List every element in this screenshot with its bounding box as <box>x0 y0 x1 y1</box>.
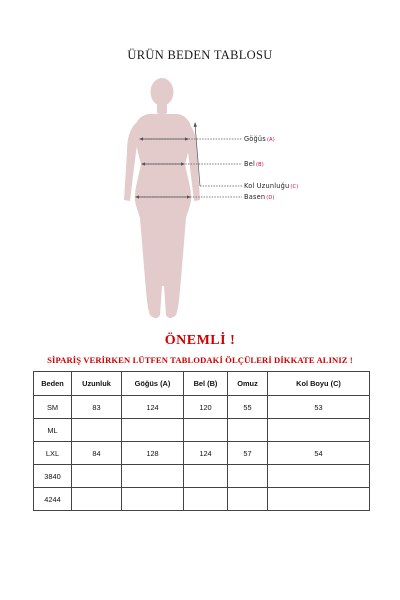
female-body-silhouette-icon <box>110 72 290 330</box>
table-row <box>34 442 370 465</box>
important-heading: ÖNEMLİ ! <box>164 333 236 348</box>
table-cell: 120 <box>184 396 228 419</box>
measurement-label-arm-length: Kol Uzunluğu(C) <box>244 182 299 190</box>
page-title: ÜRÜN BEDEN TABLOSU <box>127 48 273 62</box>
table-cell: 124 <box>122 396 184 419</box>
order-warning-text: SİPARİŞ VERİRKEN LÜTFEN TABLODAKİ ÖLÇÜLERİ DİKKATE ALINIZ ! <box>47 355 353 365</box>
table-row <box>34 465 370 488</box>
table-cell <box>122 488 184 511</box>
table-cell <box>228 465 268 488</box>
table-cell: 84 <box>72 442 122 465</box>
column-header-length: Uzunluk <box>72 372 122 396</box>
table-cell <box>228 488 268 511</box>
table-cell: LXL <box>34 442 72 465</box>
table-cell: 3840 <box>34 465 72 488</box>
table-cell <box>72 465 122 488</box>
body-measurement-figure <box>110 72 299 330</box>
table-row <box>34 488 370 511</box>
table-cell <box>184 465 228 488</box>
table-cell: 53 <box>268 396 370 419</box>
column-header-waist: Bel (B) <box>184 372 228 396</box>
table-cell <box>72 419 122 442</box>
column-header-sleeve-length: Kol Boyu (C) <box>268 372 370 396</box>
table-row <box>34 419 370 442</box>
table-cell: SM <box>34 396 72 419</box>
table-cell <box>268 465 370 488</box>
table-cell: 57 <box>228 442 268 465</box>
table-cell: ML <box>34 419 72 442</box>
table-cell <box>72 488 122 511</box>
measurement-label-hips: Basen(D) <box>244 193 275 201</box>
size-table <box>33 371 370 511</box>
table-cell <box>184 419 228 442</box>
table-cell <box>268 488 370 511</box>
table-cell <box>228 419 268 442</box>
table-row <box>34 396 370 419</box>
table-cell: 128 <box>122 442 184 465</box>
table-cell: 4244 <box>34 488 72 511</box>
column-header-size: Beden <box>34 372 72 396</box>
measurement-label-waist: Bel(B) <box>244 160 264 168</box>
table-cell <box>184 488 228 511</box>
table-cell: 54 <box>268 442 370 465</box>
table-cell <box>122 465 184 488</box>
table-header-row <box>34 372 370 396</box>
table-cell: 55 <box>228 396 268 419</box>
measurement-label-chest: Göğüs(A) <box>244 135 275 143</box>
table-cell: 83 <box>72 396 122 419</box>
column-header-chest: Göğüs (A) <box>122 372 184 396</box>
table-cell: 124 <box>184 442 228 465</box>
column-header-shoulder: Omuz <box>228 372 268 396</box>
table-cell <box>122 419 184 442</box>
table-cell <box>268 419 370 442</box>
